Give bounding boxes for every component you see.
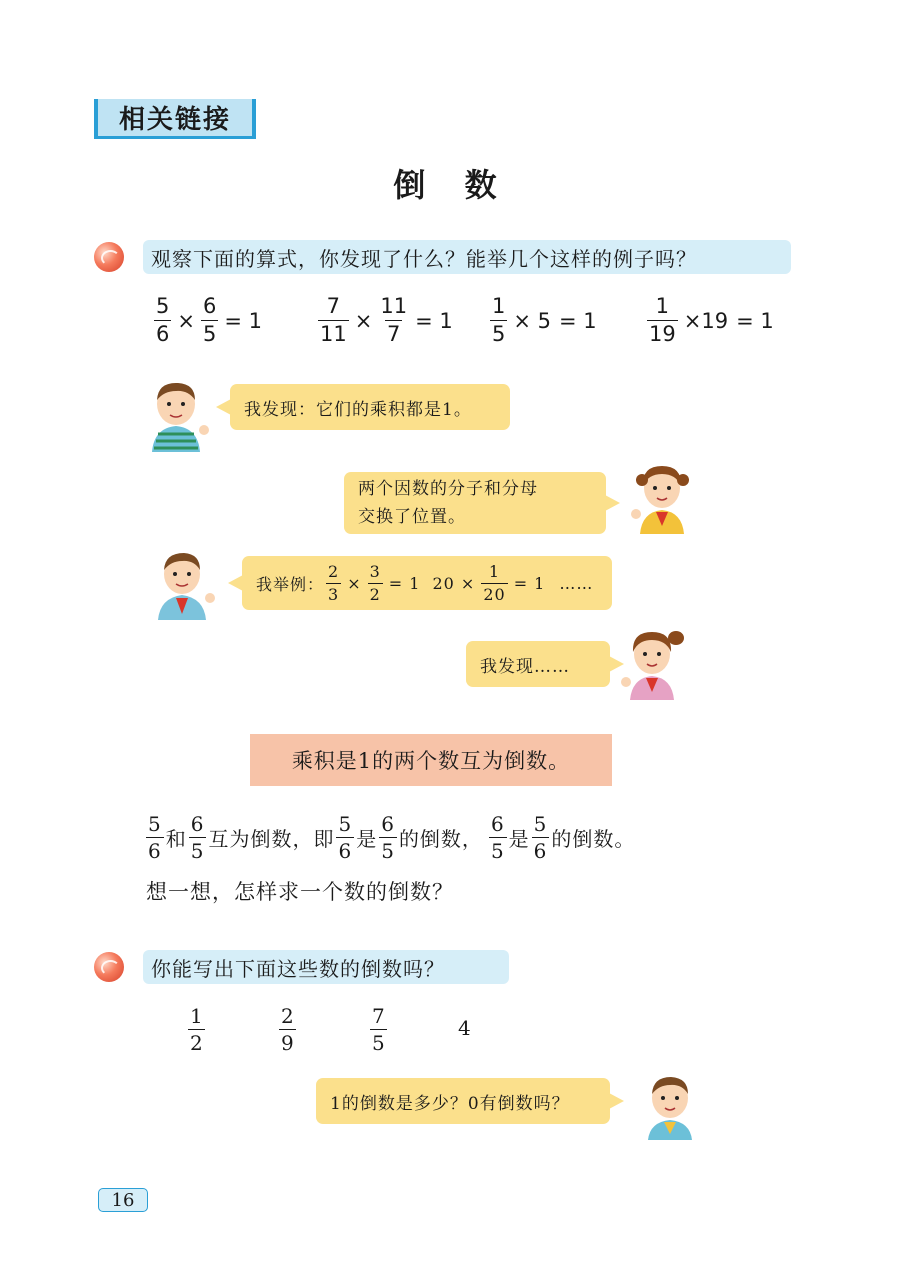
question-1-prompt: 观察下面的算式，你发现了什么？能举几个这样的例子吗？	[143, 240, 791, 274]
equation-3: $\frac{1}{5}$ × 5 = 1	[492, 294, 597, 346]
boy-illustration-2	[154, 548, 216, 620]
fraction: $\frac{5}{6}$	[533, 812, 548, 863]
number-2	[277, 1006, 298, 1053]
example-equations: 我举例： $\frac{2}{3}$ × $\frac{3}{2}$ = 1 20 × $\frac{1}{20}$ = 1 ……	[256, 561, 594, 604]
fraction: $\frac{1}{19}$	[649, 294, 676, 346]
speech-bubble-text: 我发现：它们的乘积都是1。	[244, 399, 472, 420]
definition-box: 乘积是1的两个数互为倒数。	[250, 734, 612, 786]
speech-bubble-5	[316, 1078, 610, 1124]
speech-bubble-1	[230, 384, 510, 430]
speech-bubble-2	[344, 472, 606, 534]
number-4: 4	[458, 1016, 471, 1040]
equation-2: $\frac{7}{11}$ × $\frac{11}{7}$ = 1	[320, 294, 453, 346]
equation-1: $\frac{5}{6}$ × $\frac{6}{5}$ = 1	[156, 294, 262, 346]
fraction: $\frac{1}{20}$	[483, 561, 506, 604]
fraction: $\frac{5}{6}$	[148, 812, 162, 863]
fraction: $\frac{3}{2}$	[369, 561, 381, 604]
fraction: $\frac{6}{5}$	[202, 294, 217, 346]
think-prompt: 想一想，怎样求一个数的倒数？	[146, 880, 454, 904]
page-title: 倒 数	[393, 166, 511, 204]
fraction: $\frac{6}{5}$	[490, 812, 505, 863]
fraction: $\frac{11}{7}$	[380, 294, 408, 346]
question-bullet-icon	[94, 952, 124, 982]
fraction: $\frac{5}{6}$	[156, 294, 170, 346]
fraction: $\frac{5}{6}$	[338, 812, 353, 863]
speech-bubble-text: 交换了位置。	[358, 507, 466, 527]
girl-illustration-1	[630, 460, 696, 534]
fraction: $\frac{1}{2}$	[190, 1004, 203, 1055]
question-bullet-icon	[94, 242, 124, 272]
fraction: $\frac{2}{3}$	[328, 561, 340, 604]
fraction: $\frac{7}{11}$	[320, 294, 347, 346]
girl-illustration-2	[618, 626, 688, 700]
number-1	[186, 1006, 207, 1053]
number-3	[368, 1006, 389, 1053]
boy-illustration-1	[148, 378, 210, 452]
speech-bubble-text: 我举例：	[256, 574, 325, 594]
fraction: $\frac{6}{5}$	[190, 812, 205, 863]
boy-illustration-3	[640, 1072, 696, 1140]
explanation-line: $\frac{5}{6}$ 和 $\frac{6}{5}$ 互为倒数，即 $\frac{5}{6}$ 是 $\frac{6}{5}$ 的倒数， $\frac{6}{5}$ 是 $\frac{5}{6}$ 的倒数。	[148, 812, 636, 863]
speech-bubble-text: 我发现……	[480, 656, 570, 677]
speech-bubble-3	[242, 556, 612, 610]
fraction: $\frac{2}{9}$	[281, 1004, 294, 1055]
equation-4: $\frac{1}{19}$ ×19 = 1	[649, 294, 774, 346]
fraction: $\frac{6}{5}$	[381, 812, 395, 863]
speech-bubble-text: 两个因数的分子和分母	[358, 479, 538, 499]
question-2-prompt: 你能写出下面这些数的倒数吗？	[143, 950, 509, 984]
page-number: 16	[98, 1188, 148, 1212]
fraction: $\frac{7}{5}$	[372, 1004, 385, 1055]
speech-bubble-4	[466, 641, 610, 687]
fraction: $\frac{1}{5}$	[492, 294, 506, 346]
section-tag: 相关链接	[94, 99, 256, 139]
speech-bubble-text: 1的倒数是多少？0有倒数吗？	[330, 1093, 570, 1114]
